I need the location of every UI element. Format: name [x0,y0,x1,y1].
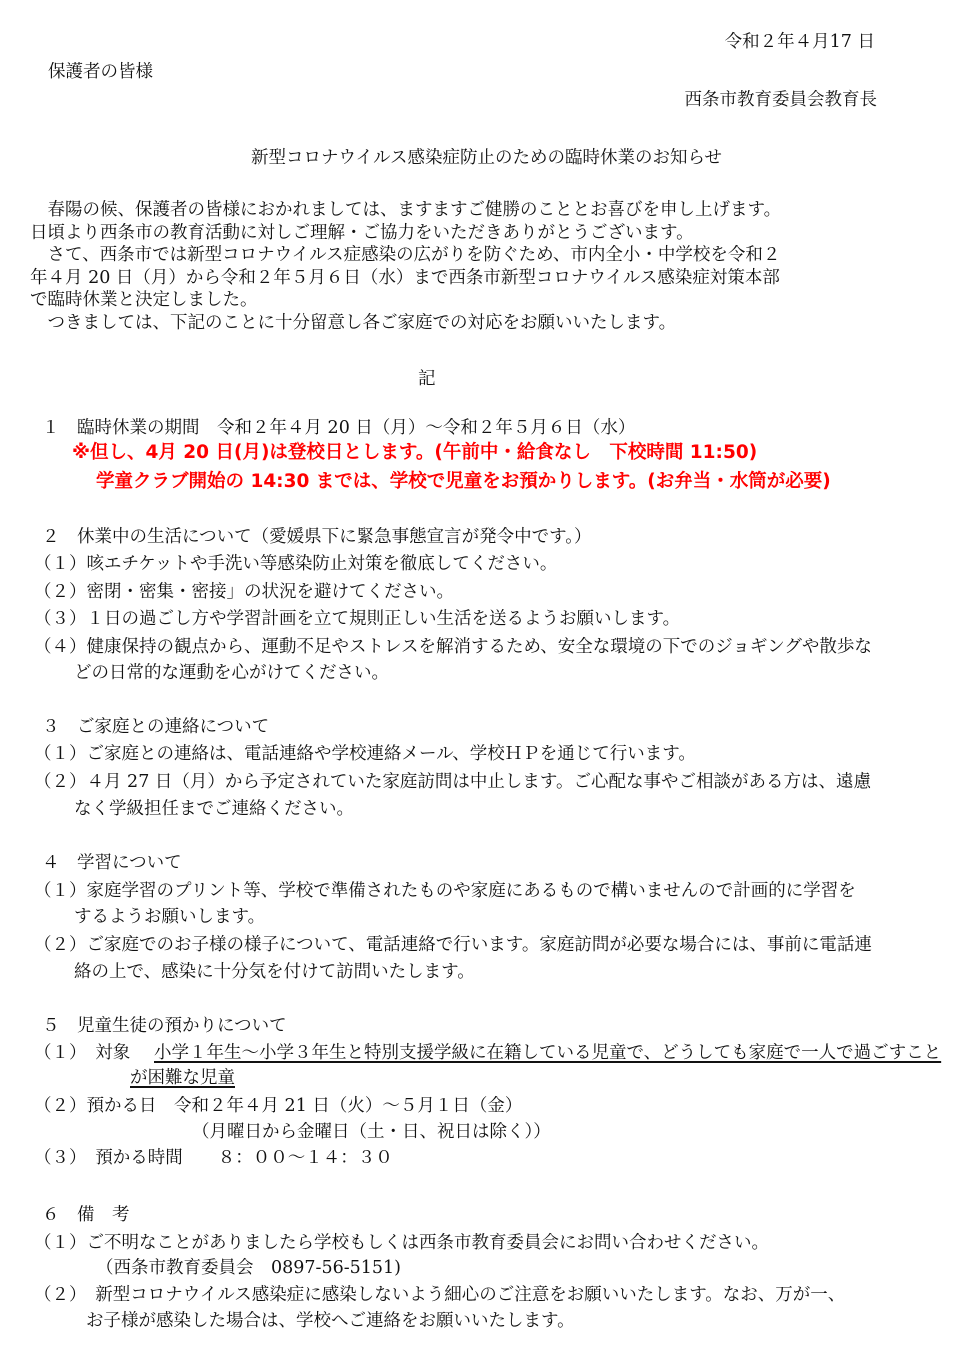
target-label: （１） 対象 [34,1043,131,1063]
list-item: （３）１日の過ごし方や学習計画を立て規則正しい生活を送るようお願いします。 [34,609,681,629]
list-item-continued: なく学級担任までご連絡ください。 [74,799,354,819]
document-title: 新型コロナウイルス感染症防止のための臨時休業のお知らせ [251,148,722,168]
list-item: （３） 預かる時間 ８：００～１４：３０ [34,1148,393,1168]
intro-line: 春陽の候、保護者の皆様におかれましては、ますますご健勝のこととお喜びを申し上げます。 [30,200,782,220]
list-item: （１）家庭学習のプリント等、学校で準備されたものや家庭にあるもので構いませんので計画的に学習を [34,881,856,901]
intro-line: で臨時休業と決定しました。 [30,290,258,310]
intro-line: さて、西条市では新型コロナウイルス症感染の広がりを防ぐため、市内全小・中学校を令和２ [30,245,781,265]
target-description: 小学１年生～小学３年生と特別支援学級に在籍している児童で、どうしても家庭で一人で過ごすこと [154,1043,942,1063]
intro-line: つきましては、下記のことに十分留意し各ご家庭での対応をお願いいたします。 [30,312,677,333]
list-item: （１）咳エチケットや手洗い等感染防止対策を徹底してください。 [34,554,558,574]
list-item: （２）預かる日 令和２年４月 21 日（火）～５月１日（金） [34,1096,523,1116]
target-description-continued: が困難な児童 [130,1068,235,1088]
sender: 西条市教育委員会教育長 [684,90,877,110]
list-item-continued: お子様が感染した場合は、学校へご連絡をお願いいたします。 [86,1311,575,1331]
list-item-continued: 絡の上で、感染に十分気を付けて訪問いたします。 [74,962,475,982]
section-6-heading: ６ 備 考 [42,1205,130,1225]
section-3-heading: ３ ご家庭との連絡について [42,717,270,737]
addressee: 保護者の皆様 [48,62,153,82]
section-1-heading: １ 臨時休業の期間 令和２年４月 20 日（月）～令和２年５月６日（水） [42,418,636,438]
list-item: （１）ご不明なことがありましたら学校もしくは西条市教育委員会にお問い合わせください。 [34,1233,769,1253]
intro-line: 年４月 20 日（月）から令和２年５月６日（水）まで西条市新型コロナウイルス感染症対策本部 [30,267,780,288]
intro-line: 日頃より西条市の教育活動に対しご理解・ご協力をいただきありがとうございます。 [30,222,694,243]
list-item: （１）ご家庭との連絡は、電話連絡や学校連絡メール、学校ＨＰを通じて行います。 [34,744,696,764]
school-day-notice: ※但し、4月 20 日(月)は登校日とします。(午前中・給食なし 下校時間 11:50) [72,442,758,463]
list-item: （２）４月 27 日（月）から予定されていた家庭訪問は中止します。ご心配な事やご相談がある方は、遠慮 [34,772,871,792]
list-item: （２） 新型コロナウイルス感染症に感染しないよう細心のご注意をお願いいたします。なお、万が一、 [34,1285,846,1305]
list-item: （２）密閉・密集・密接」の状況を避けてください。 [34,582,454,602]
list-item: （２）ご家庭でのお子様の様子について、電話連絡で行います。家庭訪問が必要な場合には、事前に電話連 [34,935,872,955]
section-2-heading: ２ 休業中の生活について（愛媛県下に緊急事態宣言が発令中です。） [42,527,592,547]
list-item-continued: どの日常的な運動を心がけてください。 [74,663,389,683]
list-item-continued: するようお願いします。 [74,907,266,927]
list-item-note: （月曜日から金曜日（土・日、祝日は除く）） [192,1122,551,1142]
ki-marker: 記 [418,369,436,389]
intro-paragraph [30,199,930,334]
issue-date: 令和２年４月17 日 [724,32,875,52]
list-item: （４）健康保持の観点から、運動不足やストレスを解消するため、安全な環境の下でのジョギングや散歩な [34,637,872,657]
section-4-heading: ４ 学習について [42,853,182,873]
section-5-heading: ５ 児童生徒の預かりについて [42,1016,287,1036]
contact-info: （西条市教育委員会 0897-56-5151) [96,1258,401,1278]
childcare-notice: 学童クラブ開始の 14:30 までは、学校で児童をお預かりします。(お弁当・水筒が必要) [96,471,831,492]
